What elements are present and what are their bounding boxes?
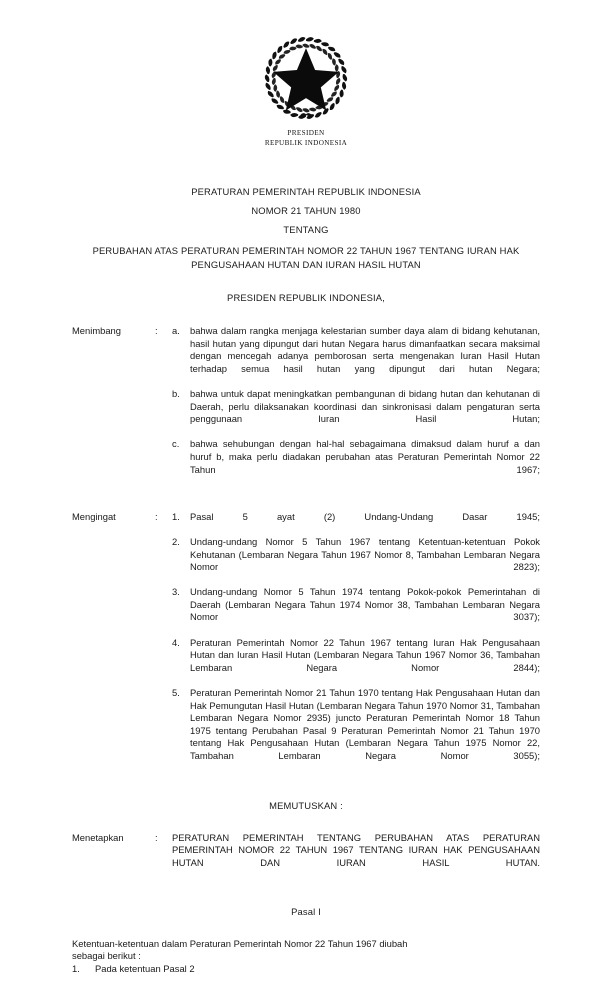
item-marker: 4. [172,636,180,648]
menetapkan-section [0,832,612,882]
item-text: Undang-undang Nomor 5 Tahun 1967 tentang Ketentuan-ketentuan Pokok Kehutanan (Lembaran Negara Tahun 1967 Nomor 8, Tambahan Lembaran Negara Nomor 2823); [190,535,540,573]
item-marker: 3. [172,586,180,598]
issuing-authority: PRESIDEN REPUBLIK INDONESIA, [227,292,385,303]
mengingat-label: Mengingat [72,510,116,522]
menetapkan-text: PERATURAN PEMERINTAH TENTANG PERUBAHAN ATAS PERATURAN PEMERINTAH NOMOR 22 TAHUN 1967 TENTANG IURAN HAK PENGUSAHAAN HUTAN DAN IURAN HASIL HUTAN. [172,831,540,868]
about-line: TENTANG [283,224,329,235]
item-marker: 1. [72,962,80,974]
mengingat-section [0,511,612,775]
item-marker: 2. [172,535,180,547]
regulation-type-line: PERATURAN PEMERINTAH REPUBLIK INDONESIA [191,186,421,197]
item-marker: 5. [172,687,180,699]
item-text: Peraturan Pemerintah Nomor 22 Tahun 1967 tentang Iuran Hak Pengusahaan Hutan dan Iuran Hasil Hutan (Lembaran Negara Tahun 1967 Nomor 36, Tambahan Lembaran Negara Nomor 2844); [190,636,540,673]
item-text: Pada ketentuan Pasal 2 [95,962,195,974]
emblem-caption [265,129,347,148]
emblem-block [0,0,612,148]
list-item [172,586,540,636]
item-text: bahwa dalam rangka menjaga kelestarian sumber daya alam di bidang kehutanan, hasil hutan yang dipungut dari hutan Negara harus dimanfaatkan secara maksimal dengan mencegah adanya pemborosan serta mengenakan Iuran Hasil Hutan terhadap semua hasil hutan yang dipungut dari hutan Negara; [190,325,540,374]
item-marker: a. [172,325,180,336]
pasal-intro-line-1: Ketentuan-ketentuan dalam Peraturan Pemerintah Nomor 22 Tahun 1967 diubah [72,937,408,949]
list-item [172,687,540,775]
item-text: Peraturan Pemerintah Nomor 21 Tahun 1970 tentang Hak Pengusahaan Hutan dan Hak Pemungutan Hasil Hutan (Lembaran Negara Tahun 1970 Nomor 31, Tambahan Lembaran Negara Nomor 2935) juncto Peraturan Pemerintah Nomor 18 Tahun 1975 tentang Perubahan Pasal 9 Peraturan Pemerintah Nomor 21 Tahun 1970 tentang Hak Pengusahaan Hutan (Lembaran Negara Tahun 1975 Nomor 22, Tambahan Lembaran Negara Nomor 3055); [190,687,540,761]
menetapkan-label: Menetapkan [72,831,124,843]
memutuskan-heading: MEMUTUSKAN : [269,800,343,812]
list-item [72,963,540,976]
item-marker: c. [172,438,180,450]
item-text: bahwa untuk dapat meningkatkan pembangunan di bidang hutan dan kehutanan di Daerah, perlu dilaksanakan koordinasi dan sinkronisasi dalam pengaturan serta penggunaan Iuran Hasil Hutan; [190,387,540,425]
list-item [172,637,540,687]
list-item [172,325,540,388]
item-text: bahwa sehubungan dengan hal-hal sebagaimana dimaksud dalam huruf a dan huruf b, maka perlu diadakan perubahan atas Peraturan Pemerintah Nomor 22 Tahun 1967; [190,438,540,475]
pasal-intro-line-2: sebagai berikut : [72,950,141,962]
item-marker: 1. [172,510,180,522]
menetapkan-colon: : [155,831,158,843]
mengingat-colon: : [155,510,158,522]
emblem-caption-line-2: REPUBLIK INDONESIA [264,138,348,147]
list-item [172,388,540,438]
document-header [0,182,612,307]
item-marker: b. [172,387,180,399]
list-item [172,832,540,882]
menetapkan-items [172,832,540,882]
indonesia-presidential-seal-icon [260,32,352,124]
list-item [172,536,540,586]
menimbang-label: Menimbang [72,325,121,336]
mengingat-items [172,511,540,775]
regulation-subject: PERUBAHAN ATAS PERATURAN PEMERINTAH NOMOR 22 TAHUN 1967 TENTANG IURAN HAK PENGUSAHAAN HUTAN DAN IURAN HASIL HUTAN [92,245,520,270]
list-item [172,511,540,536]
list-item [172,438,540,488]
regulation-number-line: NOMOR 21 TAHUN 1980 [251,205,361,216]
pasal-heading: Pasal I [291,906,321,918]
menimbang-colon: : [155,325,158,336]
item-text: Pasal 5 ayat (2) Undang-Undang Dasar 1945; [190,510,540,522]
emblem-caption-line-1: PRESIDEN [287,129,325,137]
item-text: Undang-undang Nomor 5 Tahun 1974 tentang Pokok-pokok Pemerintahan di Daerah (Lembaran Negara Tahun 1974 Nomor 38, Tambahan Lembaran Negara Nomor 3037); [190,586,540,623]
pasal-body [0,938,612,976]
menimbang-items [172,325,540,489]
menimbang-section [0,325,612,489]
